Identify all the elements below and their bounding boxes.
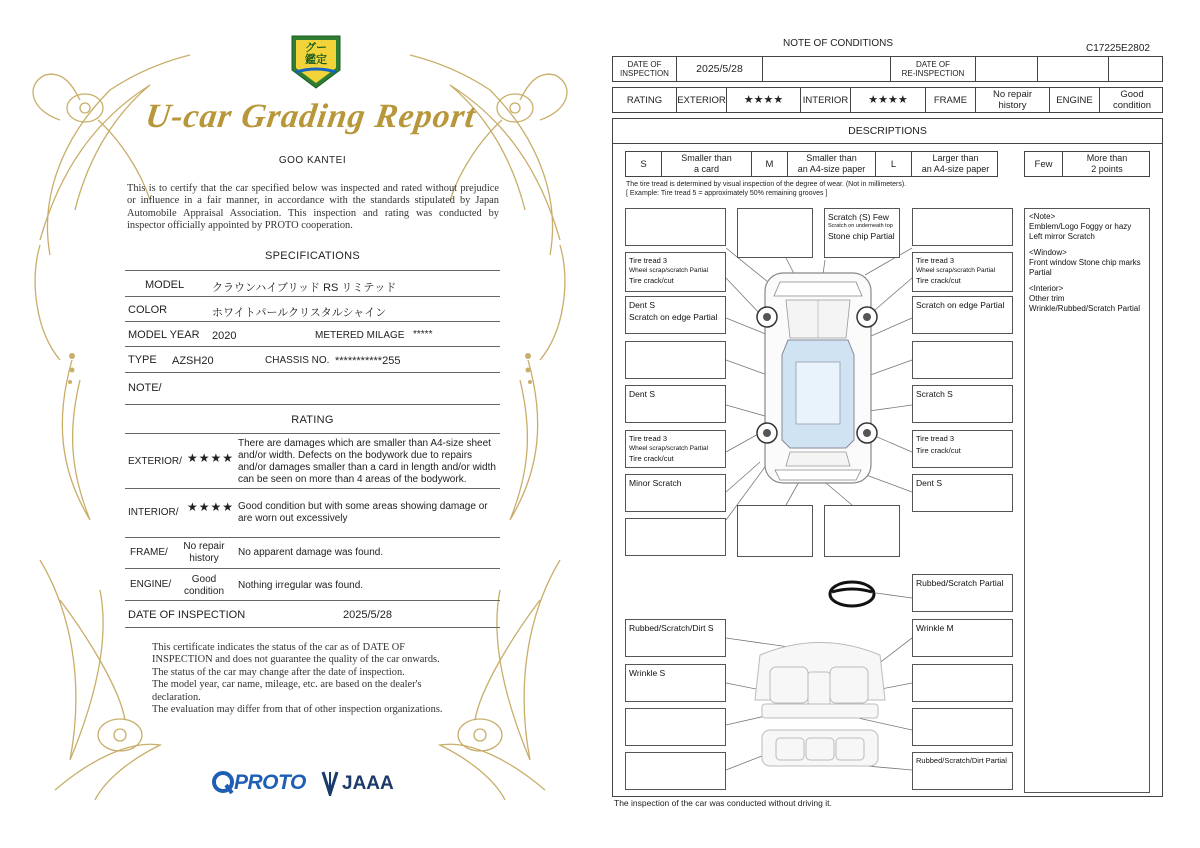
divider [125,433,500,434]
note-box-left-front-seat [625,664,726,702]
interior-heading: <Interior> [1029,284,1064,293]
metered-milage-value: ***** [413,329,433,340]
interior-description: Good condition but with some areas showing damage or are worn out excessively [238,501,488,524]
chassis-label: CHASSIS NO. [265,355,330,366]
disclaimer-line: This certificate indicates the status of the car as of DATE OF [152,642,406,653]
note-box-empty [625,341,726,379]
legend-key: L [876,152,912,176]
sheet-code: C17225E2802 [1086,43,1150,54]
note-text: Tire crack/cut [629,276,674,285]
sheet-footer: The inspection of the car was conducted without driving it. [614,798,832,808]
model-year-label: MODEL YEAR [128,329,200,341]
metered-milage-label: METERED MILAGE [315,330,405,341]
note-text: Wrinkle S [629,668,666,678]
certificate-intro: This is to certify that the car specified below was inspected and rated without prejudice or influence in a fair manner, in accordance with the standards stipulated by Japan Automobile Appraisal Association. This inspection and rating was conducted by inspector officially appointed by PROTO cooperation. [127,183,499,232]
interior-text: Other trim Wrinkle/Rubbed/Scratch Partial [1029,294,1141,313]
goo-kantei-badge [288,32,344,90]
note-box-empty [824,505,900,557]
date-of-inspection-label: DATE OF INSPECTION [613,57,677,81]
note-box-right-quarter [912,474,1013,512]
note-text: Wheel scrap/scratch Partial [629,267,709,274]
exterior-stars: ★★★★ [727,88,801,112]
proto-logo [212,770,317,796]
note-text: Tire crack/cut [916,446,961,455]
sheet-heading: NOTE OF CONDITIONS [783,38,893,49]
divider [125,488,500,489]
note-heading: <Note> [1029,212,1056,221]
note-box-rear-seat [912,752,1013,790]
note-box-left-quarter [625,474,726,512]
note-text: Dent S [629,389,655,399]
note-text: Tire tread 3 [629,256,668,265]
interior-label: INTERIOR/ [128,507,179,518]
note-box-left-front-tire [625,252,726,292]
note-box-right-fender [912,296,1013,334]
date-of-inspection-value: 2025/5/28 [343,609,392,621]
divider [125,600,500,601]
color-label: COLOR [128,304,168,316]
date-of-inspection-label: DATE OF INSPECTION [128,609,246,621]
note-box-right-front-seat [912,619,1013,657]
divider [125,627,500,628]
note-text: Scratch on underneath top [828,223,893,229]
proto-logo-text: PROTO [234,771,306,794]
divider [125,568,500,569]
disclaimer-line: The status of the car may change after the date of inspection. [152,666,405,678]
note-text: Stone chip Partial [828,230,895,241]
note-box-steering [912,574,1013,612]
legend-key: Few [1025,152,1063,176]
car-interior-view [755,643,885,767]
note-text: Wheel scrap/scratch Partial [916,267,996,274]
note-box-empty [912,708,1013,746]
note-text: Tire crack/cut [629,454,674,463]
note-box-empty [912,208,1013,246]
exterior-description: There are damages which are smaller than A4-size sheet and/or width. Defects on the bodywork due to repairs and/or damages smaller than a card in length and/or width can be seen on more than 4 areas of the bodywork. [238,438,496,485]
note-text: Rubbed/Scratch/Dirt S [629,623,714,633]
divider [125,404,500,405]
window-heading: <Window> [1029,248,1067,257]
interior-stars: ★★★★ [851,88,926,112]
note-text: Scratch S [916,389,953,399]
car-top-view [765,273,871,483]
chassis-value: ***********255 [335,355,401,367]
note-text: Wrinkle M [916,623,954,633]
engine-description: Nothing irregular was found. [238,580,364,591]
note-text: Dent S [629,300,655,310]
disclaimer-line: The evaluation may differ from that of other inspection organizations. [152,704,443,716]
specifications-heading: SPECIFICATIONS [264,250,361,262]
note-box-empty [625,752,726,790]
disclaimer-line: The model year, car name, mileage, etc. are based on the dealer's [152,679,422,691]
note-box-empty [625,708,726,746]
type-label: TYPE [128,354,157,366]
note-box-empty [625,518,726,556]
note-box-roof [824,208,900,258]
note-box-right-rear-tire [912,430,1013,468]
note-box-empty [625,208,726,246]
model-value: クラウンハイブリッド RS リミテッド [212,282,397,294]
rating-label: RATING [613,88,677,112]
date-of-inspection-value: 2025/5/28 [677,57,763,81]
note-box-empty [912,664,1013,702]
rating-heading: RATING [291,414,334,426]
note-text: Tire tread 3 [916,256,955,265]
engine-value: Good condition [183,574,225,597]
note-box-dashboard [625,619,726,657]
note-text: Tire tread 3 [916,434,955,443]
interior-stars: ★★★★ [187,500,235,514]
legend-key: S [626,152,662,176]
note-text: Emblem/Logo Foggy or hazy Left mirror Scratch [1029,222,1132,241]
tire-tread-note: The tire tread is determined by visual inspection of the degree of wear. (Not in millimeters). [ Example: Tire tread 5 = approximately 50% remaining grooves ] [626,181,907,197]
frame-description: No apparent damage was found. [238,547,384,558]
frame-value: No repair history [976,88,1050,112]
note-box-right-front-tire [912,252,1013,292]
legend-key: M [752,152,788,176]
legend-desc: More than 2 points [1086,153,1128,174]
badge-text: グー 鑑定 [305,42,327,66]
exterior-label: EXTERIOR [677,88,727,112]
descriptions-heading: DESCRIPTIONS [612,118,1163,144]
window-text: Front window Stone chip marks Partial [1029,258,1141,277]
note-text: Tire crack/cut [916,276,961,285]
note-text: Scratch on edge Partial [916,300,1005,310]
divider [125,346,500,347]
legend-desc: Smaller than a card [662,152,752,176]
note-text: Wheel scrap/scratch Partial [629,445,709,452]
exterior-label: EXTERIOR/ [128,456,182,467]
note-box-left-rear-door [625,385,726,423]
exterior-stars: ★★★★ [187,451,235,465]
disclaimer-line: declaration. [152,691,201,703]
divider [125,372,500,373]
frame-label: FRAME [926,88,976,112]
certificate-subtitle: GOO KANTEI [278,155,347,166]
note-text: Scratch (S) Few [828,212,889,222]
note-label: NOTE/ [128,382,162,394]
divider [125,296,500,297]
model-label: MODEL [145,279,185,291]
color-value: ホワイトパールクリスタルシャイン [212,307,387,319]
engine-label: ENGINE [1050,88,1100,112]
engine-label: ENGINE/ [130,579,172,590]
frame-value: No repair history [183,541,225,564]
jaaa-logo-text: JAAA [342,773,394,794]
note-text: Rubbed/Scratch Partial [916,578,1004,588]
legend-desc: Larger than an A4-size paper [921,153,990,174]
note-box-right-rear-door [912,385,1013,423]
divider [125,321,500,322]
note-text: Dent S [916,478,942,488]
type-value: AZSH20 [172,355,214,367]
note-text: Tire tread 3 [629,434,668,443]
certificate-disclaimer [152,642,492,716]
frame-label: FRAME/ [130,547,168,558]
note-text: Scratch on edge Partial [629,312,718,322]
jaaa-logo [320,770,400,796]
note-box-empty [737,505,813,557]
interior-label: INTERIOR [801,88,851,112]
note-of-conditions-sheet [600,0,1200,848]
engine-value: Good condition [1112,89,1152,111]
legend-desc: Smaller than an A4-size paper [788,152,876,176]
note-text: Rubbed/Scratch/Dirt Partial [916,756,1007,765]
divider [125,537,500,538]
note-text: Minor Scratch [629,478,682,488]
certificate-title: U-car Grading Report [143,98,479,135]
note-box-empty [737,208,813,258]
disclaimer-line: INSPECTION and does not guarantee the quality of the car onwards. [152,654,440,666]
model-year-value: 2020 [212,330,237,342]
date-of-reinspection-label: DATE OF RE-INSPECTION [891,57,976,81]
steering-wheel-icon [830,582,874,606]
note-box-left-fender [625,296,726,334]
note-box-empty [912,341,1013,379]
note-box-left-rear-tire [625,430,726,468]
divider [125,270,500,271]
